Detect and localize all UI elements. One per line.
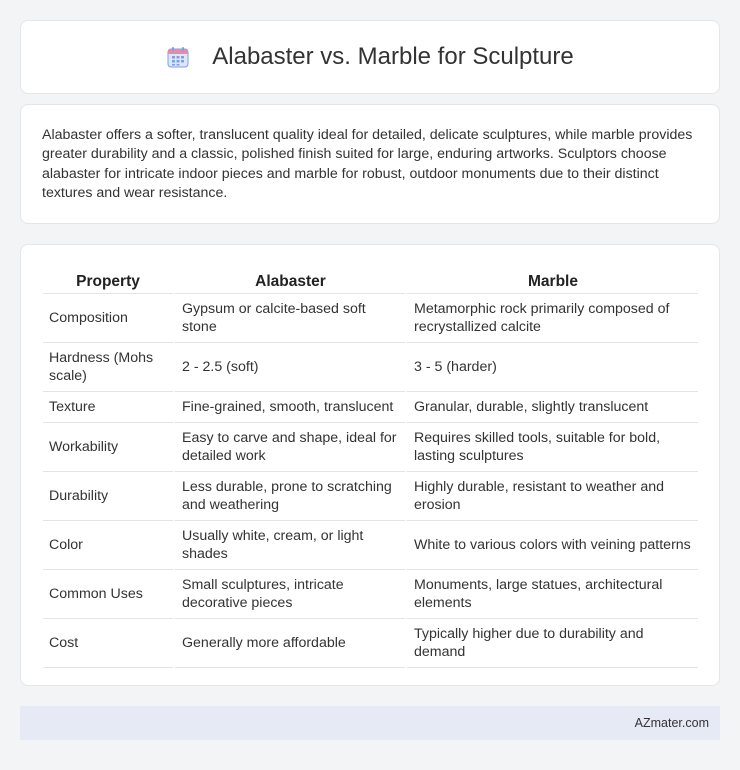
property-cell: Cost (43, 619, 173, 668)
marble-cell: Metamorphic rock primarily composed of recrystallized calcite (405, 294, 698, 343)
title-card (20, 20, 720, 94)
marble-cell: Highly durable, resistant to weather and erosion (405, 472, 698, 521)
page-title: Alabaster vs. Marble for Sculpture (212, 43, 574, 70)
column-header-property: Property (43, 264, 173, 294)
table-row-workability (43, 423, 698, 472)
table-row-common-uses (43, 570, 698, 619)
property-cell: Durability (43, 472, 173, 521)
column-header-marble: Marble (405, 264, 698, 294)
calendar-icon (166, 45, 190, 69)
marble-cell: Requires skilled tools, suitable for bold, lasting sculptures (405, 423, 698, 472)
alabaster-cell: Small sculptures, intricate decorative pieces (173, 570, 405, 619)
footer-brand: AZmater.com (634, 716, 709, 730)
marble-cell: Typically higher due to durability and demand (405, 619, 698, 668)
intro-text: Alabaster offers a softer, translucent quality ideal for detailed, delicate sculptures, while marble provides greater durability and a classic, polished finish suited for large, enduring artworks. Sculptors choose alabaster for intricate indoor pieces and marble for robust, outdoor monuments due to their distinct textures and wear resistance. (42, 127, 693, 201)
property-cell: Composition (43, 294, 173, 343)
table-row-durability (43, 472, 698, 521)
property-cell: Workability (43, 423, 173, 472)
property-cell: Common Uses (43, 570, 173, 619)
alabaster-cell: Generally more affordable (173, 619, 405, 668)
column-header-alabaster: Alabaster (173, 264, 405, 294)
alabaster-cell: Easy to carve and shape, ideal for detailed work (173, 423, 405, 472)
alabaster-cell: Less durable, prone to scratching and weathering (173, 472, 405, 521)
alabaster-cell: Gypsum or calcite-based soft stone (173, 294, 405, 343)
property-cell: Hardness (Mohs scale) (43, 343, 173, 392)
table-row-composition (43, 294, 698, 343)
marble-cell: 3 - 5 (harder) (405, 343, 698, 392)
alabaster-cell: 2 - 2.5 (soft) (173, 343, 405, 392)
alabaster-cell: Usually white, cream, or light shades (173, 521, 405, 570)
marble-cell: Monuments, large statues, architectural elements (405, 570, 698, 619)
comparison-card (20, 244, 720, 686)
marble-cell: White to various colors with veining patterns (405, 521, 698, 570)
property-cell: Color (43, 521, 173, 570)
marble-cell: Granular, durable, slightly translucent (405, 392, 698, 423)
intro-card (20, 104, 720, 224)
comparison-table (43, 264, 698, 668)
table-row-texture (43, 392, 698, 423)
property-cell: Texture (43, 392, 173, 423)
table-header-row (43, 264, 698, 294)
table-row-hardness (43, 343, 698, 392)
footer (20, 706, 720, 740)
alabaster-cell: Fine-grained, smooth, translucent (173, 392, 405, 423)
table-row-color (43, 521, 698, 570)
table-row-cost (43, 619, 698, 668)
